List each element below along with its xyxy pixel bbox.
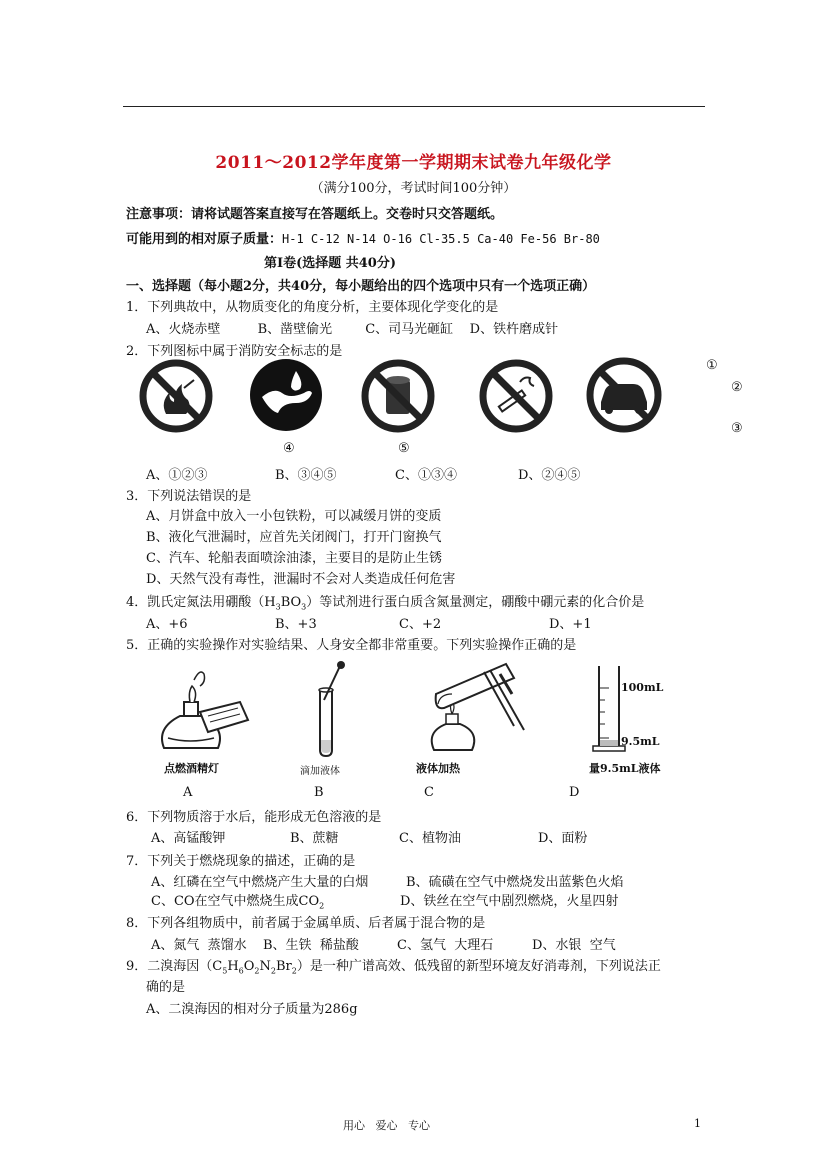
q7-stem: 7．下列关于燃烧现象的描述，正确的是 <box>126 854 356 869</box>
part1-title: 第Ⅰ卷(选择题 共40分) <box>264 256 396 271</box>
q9-s1: 5 <box>222 966 228 976</box>
caption-c: 液体加热 <box>416 762 460 775</box>
q4-sub1: 3 <box>275 602 281 612</box>
alcohol-lamp-lighting-figure <box>150 660 260 755</box>
section1-title: 一、选择题（每小题2分，共40分，每小题给出的四个选项中只有一个选项正确） <box>126 279 596 294</box>
no-smoking-sign-icon <box>478 358 554 434</box>
exam-title: 2011～2012学年度第一学期期末试卷九年级化学 <box>215 153 612 173</box>
notice: 注意事项：请将试题答案直接写在答题纸上。交卷时只交答题纸。 <box>126 207 504 222</box>
q7-option-c-text: C、CO在空气中燃烧生成CO <box>151 894 320 909</box>
q7-option-c-sub: 2 <box>319 901 325 911</box>
q8-option-d: D、水银 空气 <box>532 938 616 953</box>
q8-stem: 8．下列各组物质中，前者属于金属单质、后者属于混合物的是 <box>126 916 486 931</box>
q4-option-a: A、+6 <box>146 617 188 632</box>
q6-option-b: B、蔗糖 <box>290 831 339 846</box>
q9-stem <box>126 955 661 976</box>
q4-stem <box>126 591 644 612</box>
caption-b: 滴加液体 <box>300 766 340 777</box>
icon-mark-3: ③ <box>731 421 743 436</box>
q9-m3: N <box>259 959 271 974</box>
page-number: 1 <box>694 1117 701 1130</box>
q1-stem: 1．下列典故中，从物质变化的角度分析，主要体现化学变化的是 <box>126 300 499 315</box>
q3-option-d: D、天然气没有毒性，泄漏时不会对人类造成任何危害 <box>146 572 456 587</box>
q4-sub2: 3 <box>301 602 307 612</box>
q4-stem-pre: 4．凯氏定氮法用硼酸（H <box>126 595 276 610</box>
q9-m1: H <box>227 959 239 974</box>
figure-letter-b: B <box>314 785 324 800</box>
dropping-liquid-figure <box>300 660 350 760</box>
q3-option-a: A、月饼盒中放入一小包铁粉，可以减缓月饼的变质 <box>146 509 442 524</box>
q8-option-c: C、氢气 大理石 <box>397 938 494 953</box>
no-explosive-sign-icon <box>360 358 436 434</box>
q4-option-d: D、+1 <box>549 617 592 632</box>
q2-option-a: A、①②③ <box>146 468 208 483</box>
icon-mark-4: ④ <box>283 441 295 456</box>
icon-mark-5: ⑤ <box>398 441 410 456</box>
figure-letter-d: D <box>569 785 580 800</box>
footer-motto: 用心 爱心 专心 <box>343 1119 430 1132</box>
q3-option-b: B、液化气泄漏时，应首先关闭阀门，打开门窗换气 <box>146 530 442 545</box>
caption-d: 量9.5mL液体 <box>589 762 661 775</box>
q1-options: A、火烧赤壁 B、凿壁偷光 C、司马光砸缸 D、铁杵磨成针 <box>146 322 559 337</box>
header-rule <box>123 106 705 107</box>
q4-option-b: B、+3 <box>275 617 317 632</box>
q6-option-d: D、面粉 <box>538 831 588 846</box>
q9-s5: 2 <box>291 966 297 976</box>
q4-stem-mid: BO <box>280 595 302 610</box>
q9-s2: 6 <box>238 966 244 976</box>
q9-stem-pre: 9．二溴海因（C <box>126 959 223 974</box>
q3-option-c: C、汽车、轮船表面喷涂油漆，主要目的是防止生锈 <box>146 551 442 566</box>
q9-option-a: A、二溴海因的相对分子质量为286g <box>146 1002 358 1017</box>
q9-s3: 2 <box>254 966 260 976</box>
cylinder-scale-top: 100mL <box>621 681 664 694</box>
q2-stem: 2．下列图标中属于消防安全标志的是 <box>126 344 343 359</box>
q7-option-a: A、红磷在空气中燃烧产生大量的白烟 <box>151 875 369 890</box>
q6-option-a: A、高锰酸钾 <box>151 831 226 846</box>
q8-option-a: A、氮气 蒸馏水 <box>151 938 247 953</box>
icon-mark-1: ① <box>706 358 718 373</box>
q7-option-c <box>151 890 324 911</box>
q9-s4: 2 <box>270 966 276 976</box>
no-vehicle-sign-icon <box>585 356 663 434</box>
q5-stem: 5．正确的实验操作对实验结果、人身安全都非常重要。下列实验操作正确的是 <box>126 638 577 653</box>
q7-option-b: B、硫磺在空气中燃烧发出蓝紫色火焰 <box>406 875 624 890</box>
q2-option-c: C、①③④ <box>395 468 457 483</box>
atomic-label: 可能用到的相对原子质量： <box>126 232 283 247</box>
q6-stem: 6．下列物质溶于水后，能形成无色溶液的是 <box>126 810 382 825</box>
atomic-values: H-1 C-12 N-14 O-16 Cl-35.5 Ca-40 Fe-56 Br-80 <box>282 232 600 246</box>
q9-stem-post: ）是一种广谱高效、低残留的新型环境友好消毒剂，下列说法正 <box>296 959 661 974</box>
q9-m2: O <box>243 959 255 974</box>
atomic-masses <box>126 228 600 247</box>
q9-stem-line2: 确的是 <box>146 980 186 995</box>
icon-mark-2: ② <box>731 380 743 395</box>
q4-option-c: C、+2 <box>399 617 442 632</box>
q4-stem-post: ）等试剂进行蛋白质含氮量测定，硼酸中硼元素的化合价是 <box>306 595 645 610</box>
caption-a: 点燃酒精灯 <box>164 762 219 775</box>
q3-stem: 3．下列说法错误的是 <box>126 489 252 504</box>
q9-m4: Br <box>275 959 292 974</box>
q2-option-b: B、③④⑤ <box>275 468 337 483</box>
q8-option-b: B、生铁 稀盐酸 <box>263 938 359 953</box>
figure-letter-a: A <box>183 785 193 800</box>
liquid-heating-figure <box>410 660 540 760</box>
figure-letter-c: C <box>424 785 434 800</box>
cylinder-scale-bottom: 9.5mL <box>621 735 660 748</box>
q6-option-c: C、植物油 <box>399 831 461 846</box>
water-drop-sign-icon <box>248 357 324 433</box>
q2-option-d: D、②④⑤ <box>518 468 581 483</box>
q7-option-d: D、铁丝在空气中剧烈燃烧，火星四射 <box>400 894 619 909</box>
no-fire-sign-icon <box>138 358 214 434</box>
exam-subtitle: （满分100分，考试时间100分钟） <box>310 181 517 196</box>
